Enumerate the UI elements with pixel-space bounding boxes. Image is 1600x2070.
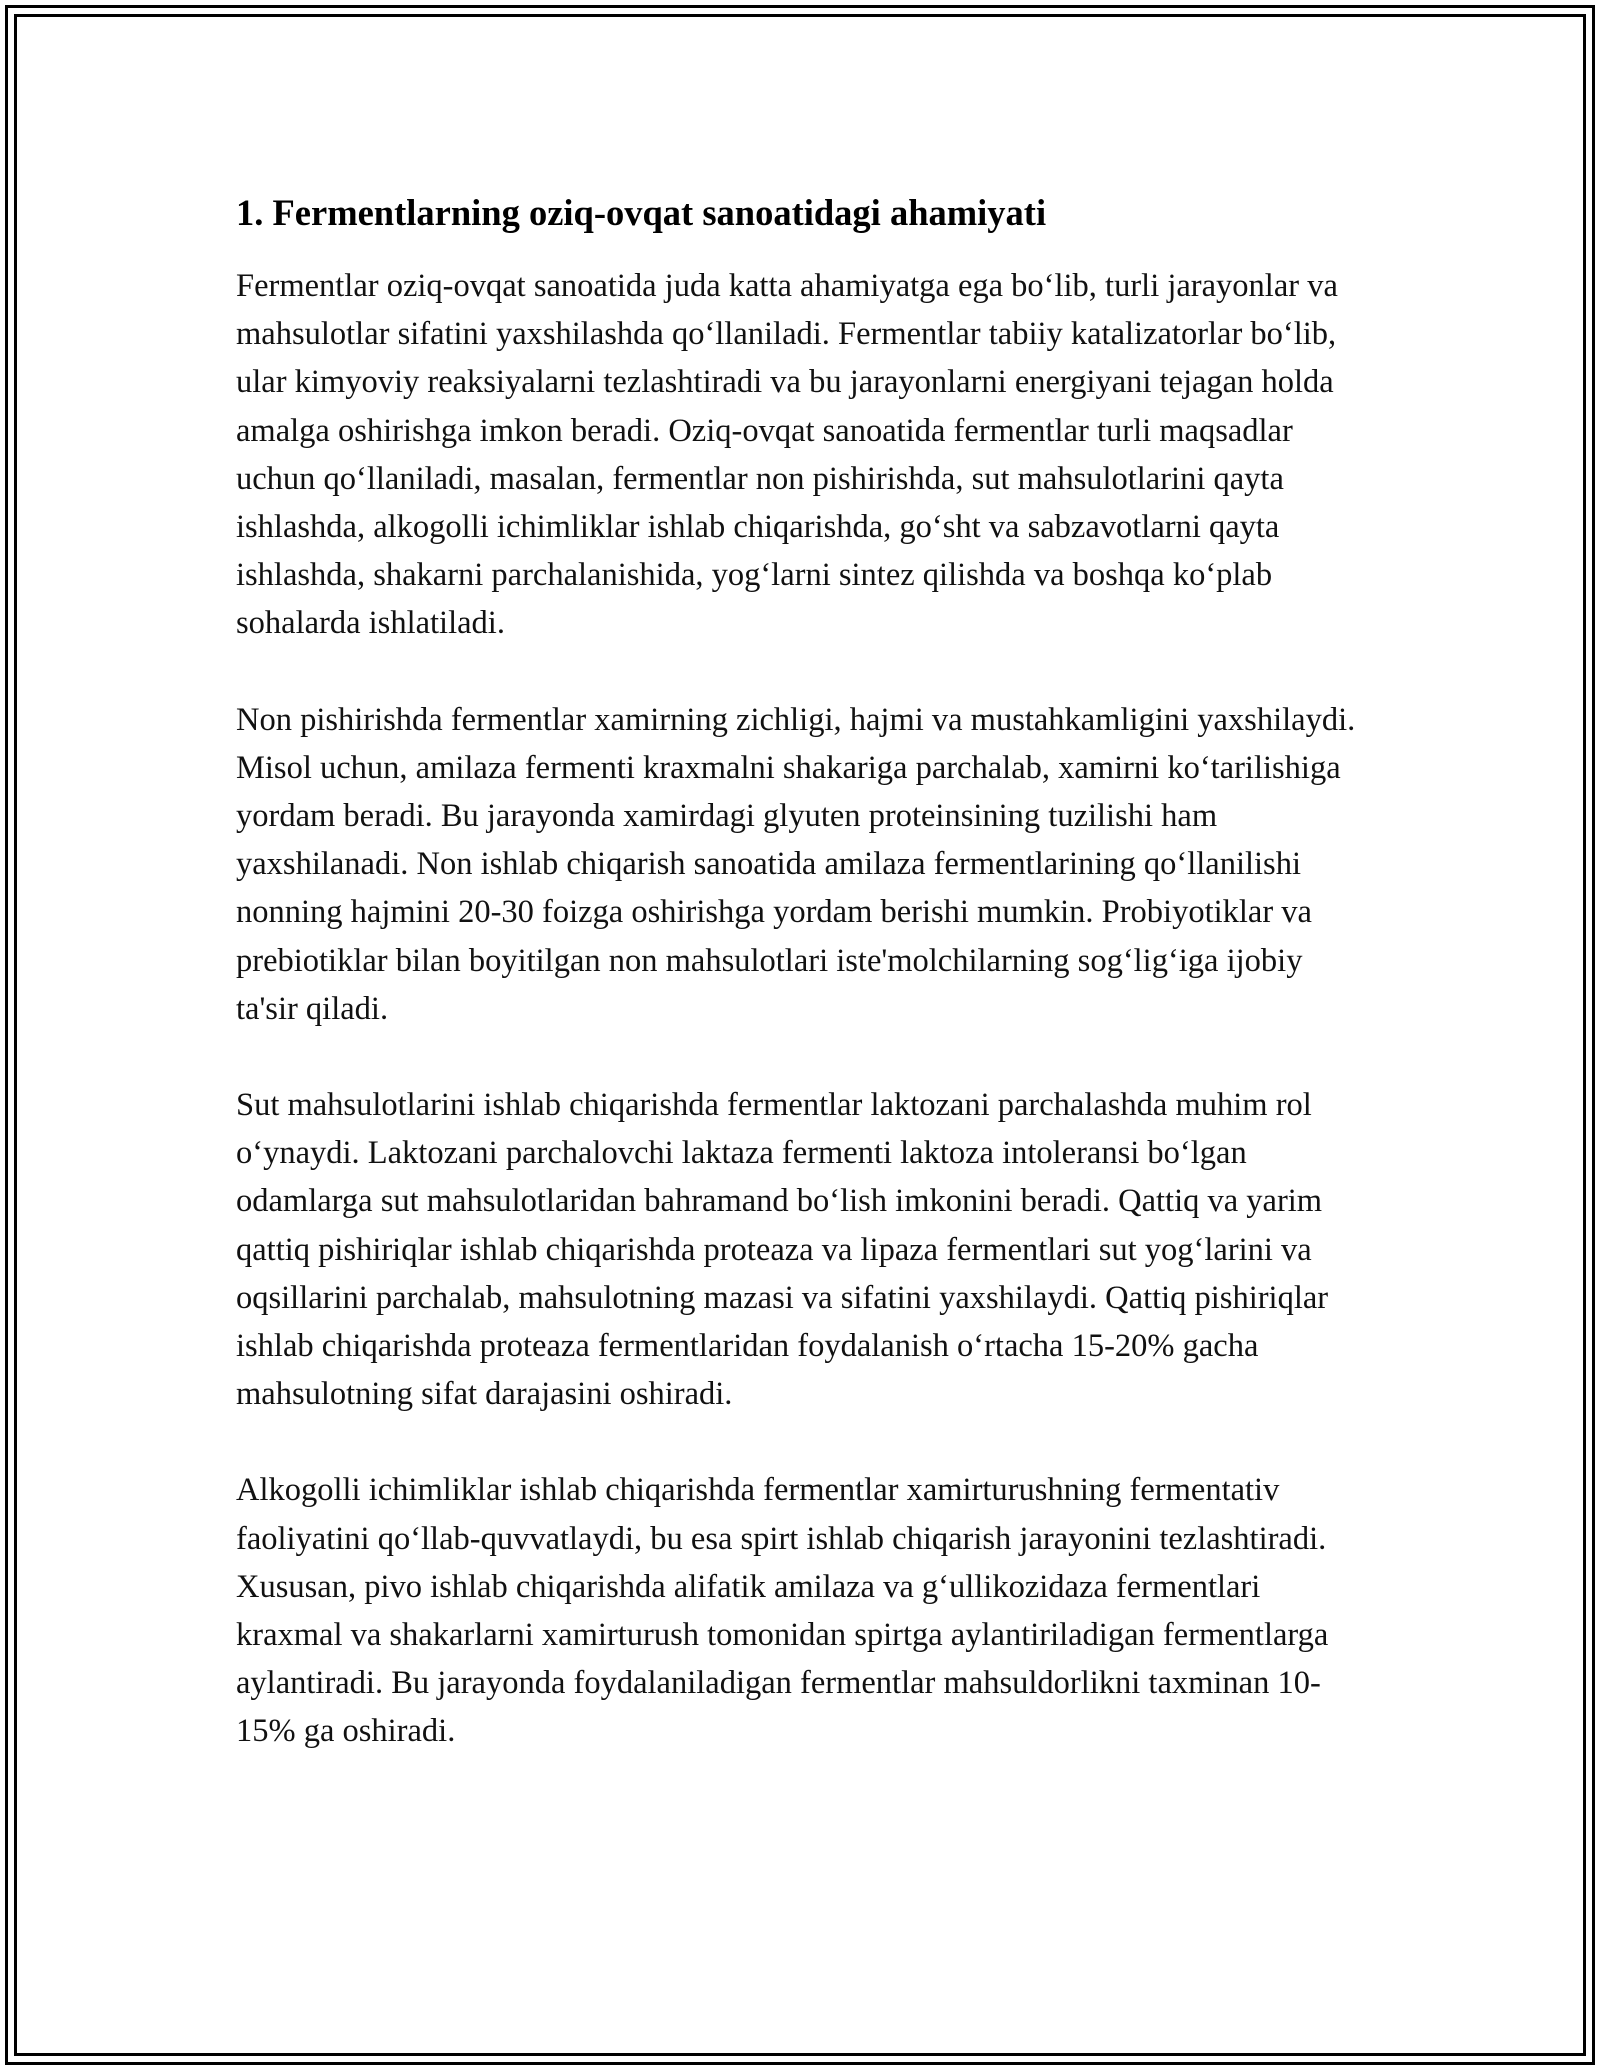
- section-heading: 1. Fermentlarning oziq-ovqat sanoatidagi ahamiyati: [236, 192, 1047, 233]
- paragraph-dairy: Sut mahsulotlarini ishlab chiqarishda fermentlar laktozani parchalashda muhim rol o‘ynaydi. Laktozani parchalovchi laktaza fermenti laktoza intoleransi bo‘lgan odamlarga sut mahsulotlaridan bahramand bo‘lish imkonini beradi. Qattiq va yarim qattiq pishiriqlar ishlab chiqarishda proteaza va lipaza fermentlari sut yog‘larini va oqsillarini parchalab, mahsulotning mazasi va sifatini yaxshilaydi. Qattiq pishiriqlar ishlab chiqarishda proteaza fermentlaridan foydalanish o‘rtacha 15-20% gacha mahsulotning sifat darajasini oshiradi.: [236, 1087, 1329, 1413]
- paragraph-bread: Non pishirishda fermentlar xamirning zichligi, hajmi va mustahkamligini yaxshilaydi. Misol uchun, amilaza fermenti kraxmalni shakariga parchalab, xamirni ko‘tarilishiga yordam beradi. Bu jarayonda xamirdagi glyuten proteinsining tuzilishi ham yaxshilanadi. Non ishlab chiqarish sanoatida amilaza fermentlarining qo‘llanilishi nonning hajmini 20-30 foizga oshirishga yordam berishi mumkin. Probiyotiklar va prebiotiklar bilan boyitilgan non mahsulotlari iste'molchilarning sog‘lig‘iga ijobiy ta'sir qiladi.: [236, 701, 1356, 1027]
- paragraph-alcohol: Alkogolli ichimliklar ishlab chiqarishda fermentlar xamirturushning fermentativ faoliyatini qo‘llab-quvvatlaydi, bu esa spirt ishlab chiqarish jarayonini tezlashtiradi. Xususan, pivo ishlab chiqarishda alifatik amilaza va g‘ullikozidaza fermentlari kraxmal va shakarlarni xamirturush tomonidan spirtga aylantiriladigan fermentlarga aylantiradi. Bu jarayonda foydalaniladigan fermentlar mahsuldorlikni taxminan 10-15% ga oshiradi.: [236, 1472, 1329, 1750]
- paragraph-intro: Fermentlar oziq-ovqat sanoatida juda katta ahamiyatga ega bo‘lib, turli jarayonlar va mahsulotlar sifatini yaxshilashda qo‘llaniladi. Fermentlar tabiiy katalizatorlar bo‘lib, ular kimyoviy reaksiyalarni tezlashtiradi va bu jarayonlarni energiyani tejagan holda amalga oshirishga imkon beradi. Oziq-ovqat sanoatida fermentlar turli maqsadlar uchun qo‘llaniladi, masalan, fermentlar non pishirishda, sut mahsulotlarini qayta ishlashda, alkogolli ichimliklar ishlab chiqarishda, go‘sht va sabzavotlarni qayta ishlashda, shakarni parchalanishida, yog‘larni sintez qilishda va boshqa ko‘plab sohalarda ishlatiladi.: [236, 268, 1338, 642]
- document-body: [236, 190, 1366, 1804]
